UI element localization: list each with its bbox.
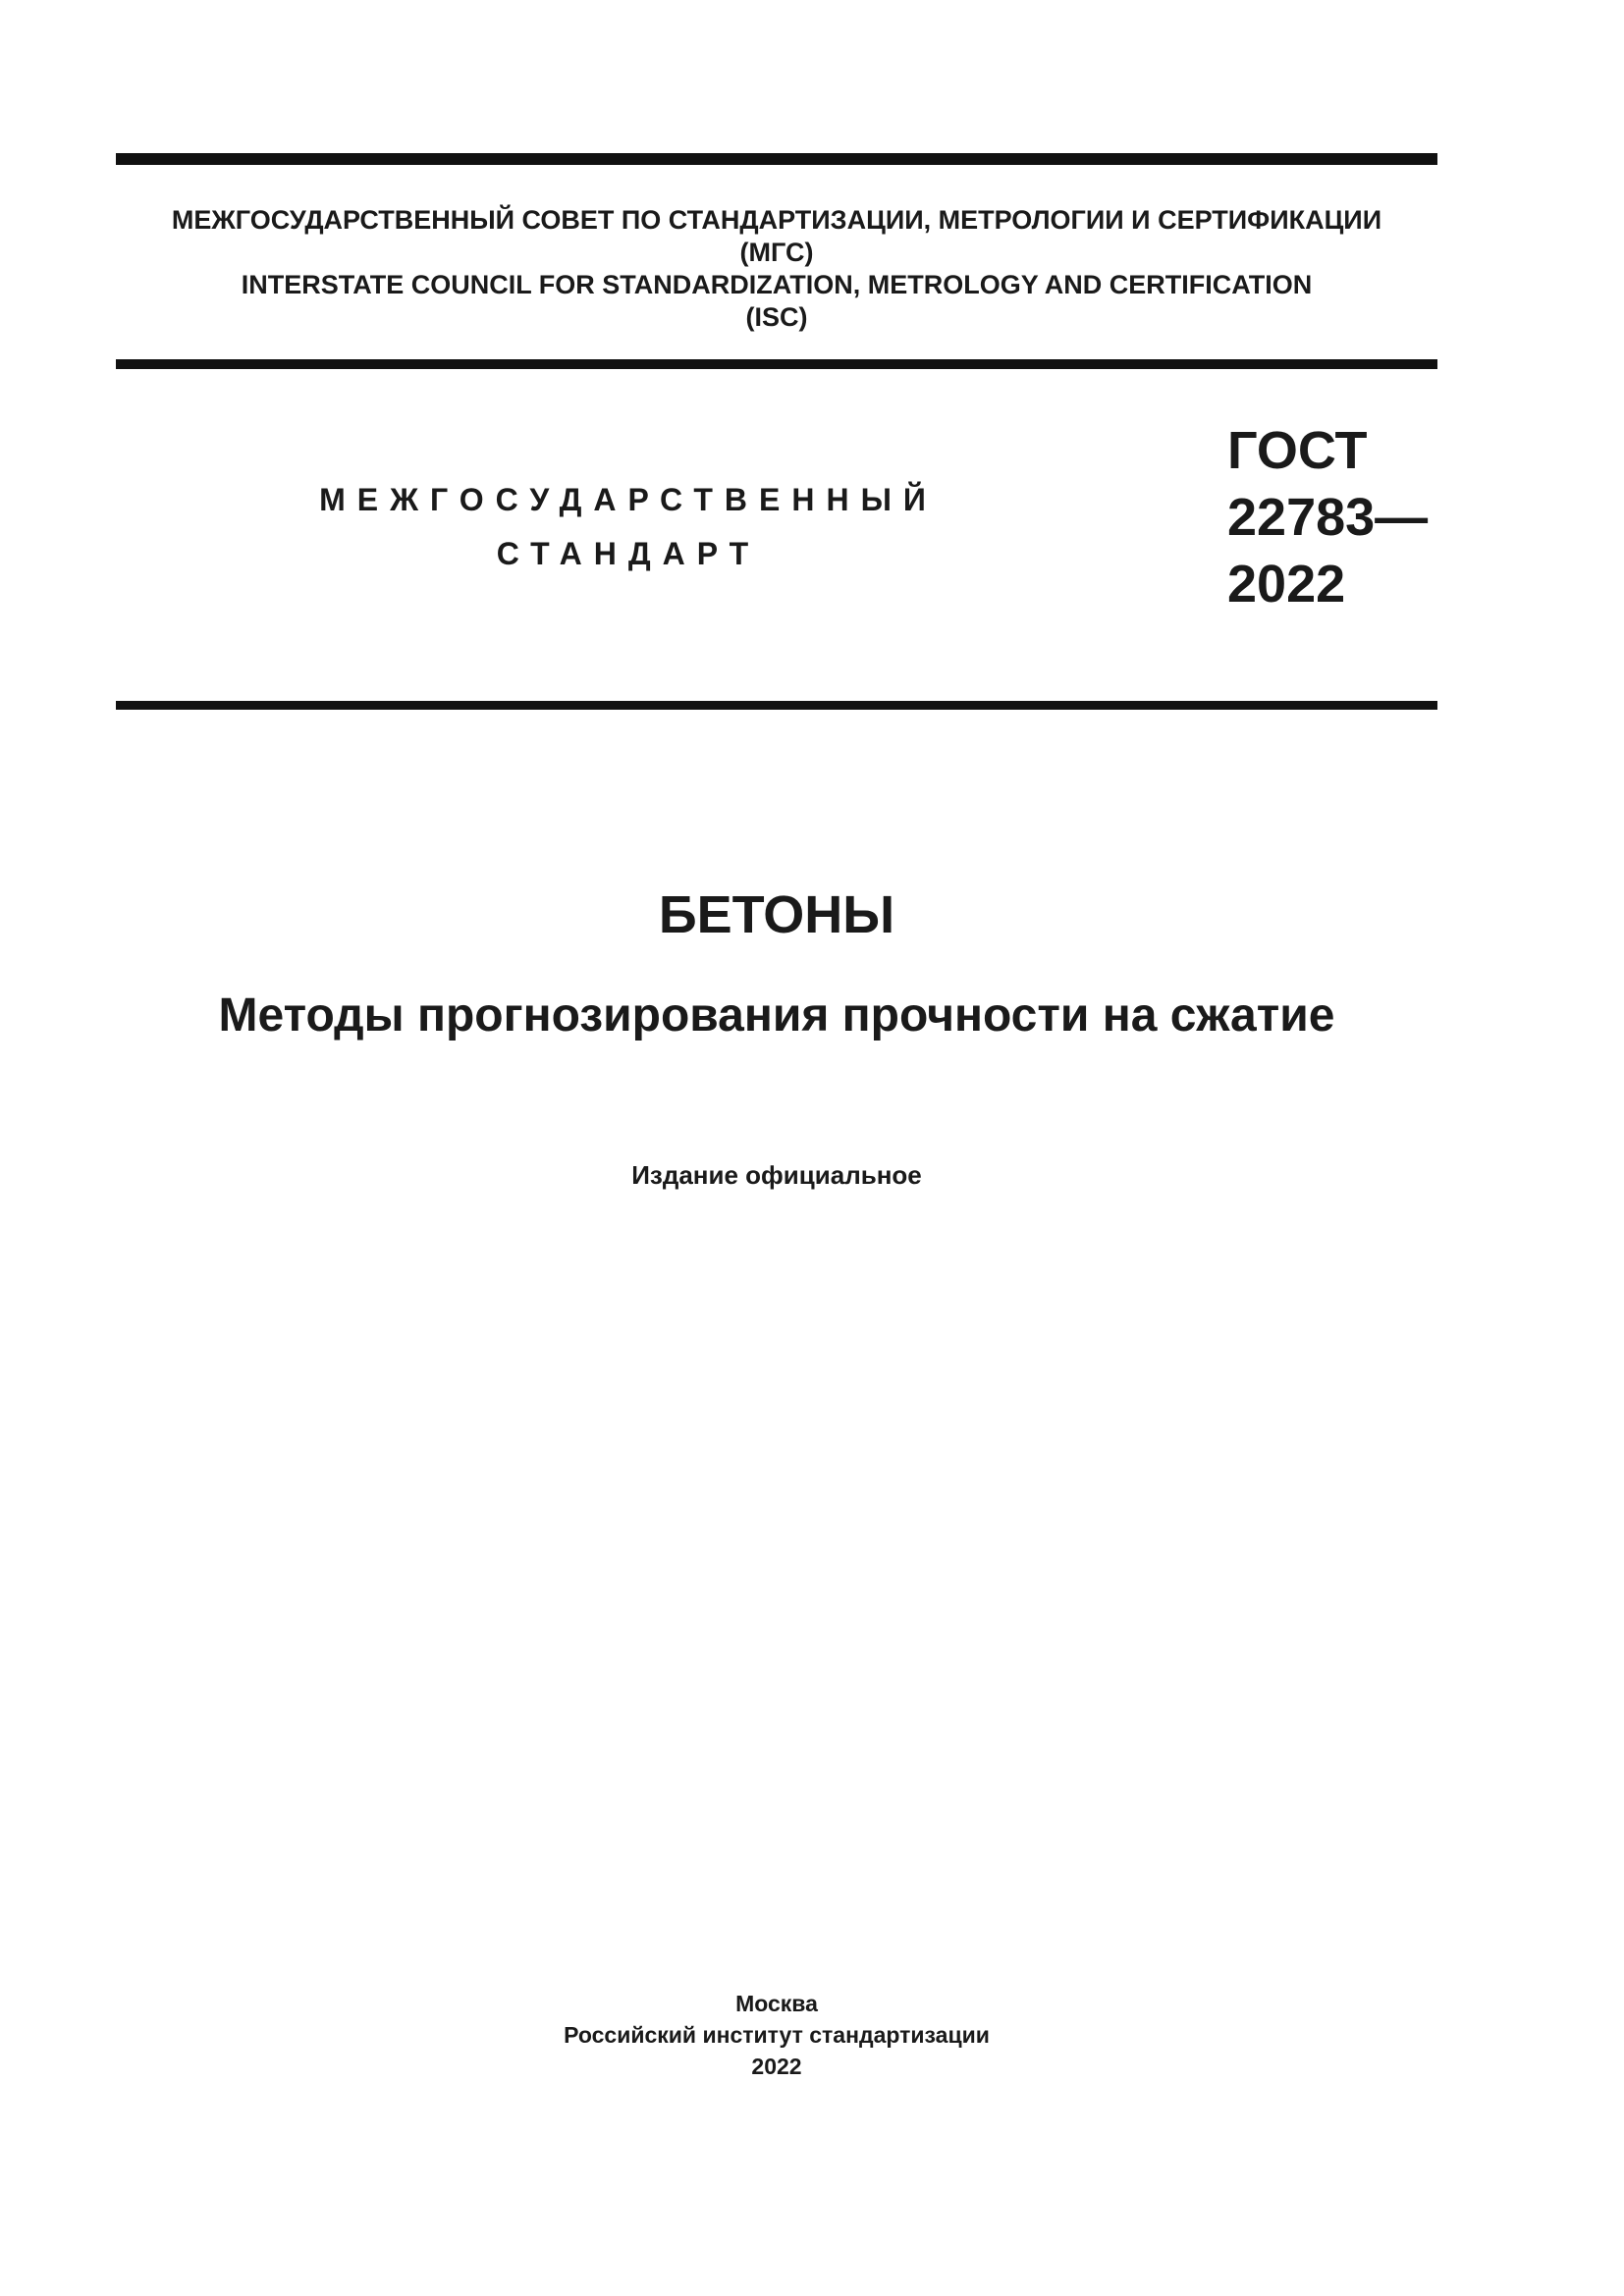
standard-kind-line-1: МЕЖГОСУДАРСТВЕННЫЙ	[319, 482, 938, 517]
imprint-city: Москва	[735, 1991, 818, 2016]
standard-kind	[295, 473, 962, 581]
header-divider	[116, 359, 1437, 369]
document-subtitle: Методы прогнозирования прочности на сжатие	[218, 989, 1335, 1041]
document-title: БЕТОНЫ	[658, 885, 895, 944]
council-name-en: INTERSTATE COUNCIL FOR STANDARDIZATION, METROLOGY AND CERTIFICATION	[241, 270, 1313, 299]
council-abbr-ru: (МГС)	[739, 238, 814, 267]
imprint	[116, 1988, 1437, 2082]
top-rule	[116, 153, 1437, 165]
designation-line-1: ГОСТ	[1227, 421, 1368, 480]
edition-note: Издание официальное	[631, 1160, 922, 1190]
imprint-year: 2022	[751, 2054, 802, 2079]
designation-line-2: 22783—	[1227, 488, 1429, 547]
council-name-ru: МЕЖГОСУДАРСТВЕННЫЙ СОВЕТ ПО СТАНДАРТИЗАЦИИ, МЕТРОЛОГИИ И СЕРТИФИКАЦИИ	[171, 205, 1382, 235]
designation-line-3: 2022	[1227, 555, 1346, 614]
standard-designation	[1227, 417, 1428, 617]
standard-kind-line-2: СТАНДАРТ	[496, 536, 761, 571]
designation-divider	[116, 701, 1437, 710]
council-header	[116, 204, 1437, 334]
council-abbr-en: (ISC)	[745, 302, 808, 332]
imprint-publisher: Российский институт стандартизации	[564, 2022, 990, 2048]
